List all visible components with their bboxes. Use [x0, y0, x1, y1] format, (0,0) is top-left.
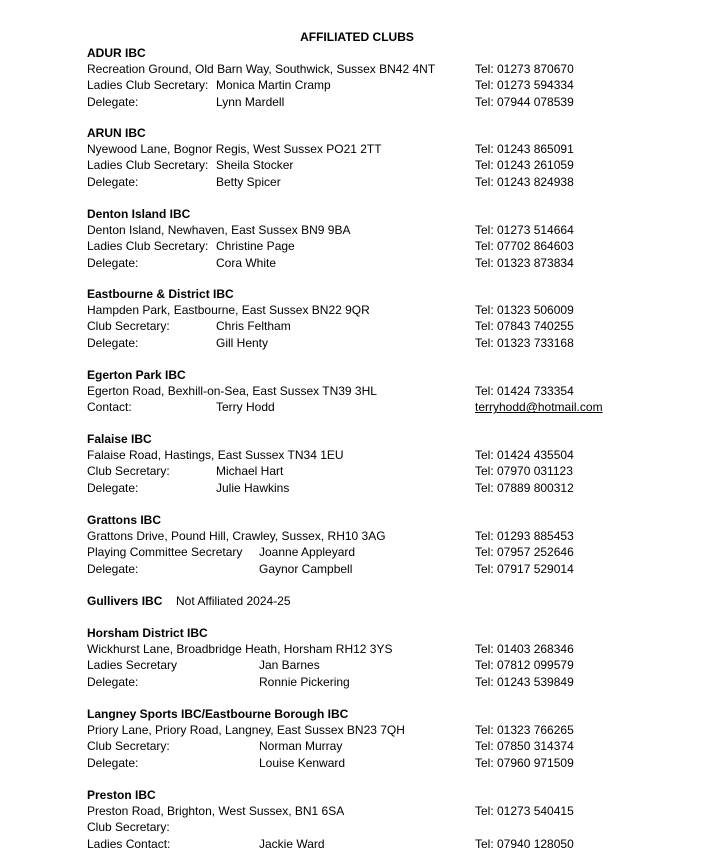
club-phone: Tel: 01323 766265: [475, 723, 574, 738]
contact-person: Joanne Appleyard: [259, 545, 356, 560]
contact-person: Ronnie Pickering: [259, 674, 350, 689]
contact-role: Club Secretary:: [87, 319, 170, 334]
club-phone: Tel: 01424 733354: [475, 384, 574, 399]
club-name: Preston IBC: [87, 788, 156, 802]
contact-phone: Tel: 01243 539849: [475, 674, 574, 689]
club-name: Eastbourne & District IBC: [87, 287, 234, 301]
club-entry: [87, 787, 707, 852]
contact-role: Delegate:: [87, 755, 139, 770]
club-name: Grattons IBC: [87, 513, 162, 527]
contact-role: Ladies Club Secretary:: [87, 78, 209, 93]
contact-phone: Tel: 07702 864603: [475, 239, 574, 254]
club-entry: [87, 593, 707, 609]
club-name: Falaise IBC: [87, 432, 152, 446]
contact-person: Sheila Stocker: [216, 158, 294, 173]
contact-person: Christine Page: [216, 239, 295, 254]
contact-role: Delegate:: [87, 335, 139, 350]
club-name: ADUR IBC: [87, 46, 146, 60]
club-entry: [87, 625, 707, 690]
contact-person: Norman Murray: [259, 739, 343, 754]
club-phone: Tel: 01403 268346: [475, 642, 574, 657]
club-phone: Tel: 01273 870670: [475, 62, 574, 77]
club-address: Preston Road, Brighton, West Sussex, BN1 6SA: [87, 804, 345, 819]
club-address: Falaise Road, Hastings, East Sussex TN34 1EU: [87, 448, 344, 463]
contact-person: Gaynor Campbell: [259, 561, 353, 576]
club-address: Wickhurst Lane, Broadbridge Heath, Horsham RH12 3YS: [87, 642, 393, 657]
contact-person: Gill Henty: [216, 335, 269, 350]
club-address: Hampden Park, Eastbourne, East Sussex BN22 9QR: [87, 303, 370, 318]
club-name: Langney Sports IBC/Eastbourne Borough IBC: [87, 707, 349, 721]
club-entry: [87, 512, 707, 577]
contact-phone: Tel: 07944 078539: [475, 94, 574, 109]
club-address: Nyewood Lane, Bognor Regis, West Sussex PO21 2TT: [87, 142, 382, 157]
contact-phone: Tel: 07843 740255: [475, 319, 574, 334]
club-entry: [87, 367, 707, 416]
contact-role: Ladies Club Secretary:: [87, 239, 209, 254]
club-entry: [87, 706, 707, 771]
club-address: Recreation Ground, Old Barn Way, Southwick, Sussex BN42 4NT: [87, 62, 436, 77]
contact-role: Delegate:: [87, 255, 139, 270]
club-entry: [87, 286, 707, 351]
contact-phone: Tel: 07917 529014: [475, 561, 574, 576]
contact-phone: Tel: 01323 873834: [475, 255, 574, 270]
contact-phone: Tel: 07889 800312: [475, 480, 574, 495]
contact-role: Ladies Contact:: [87, 836, 171, 851]
contact-role: Playing Committee Secretary: [87, 545, 243, 560]
contact-person: Michael Hart: [216, 464, 284, 479]
contact-role: Delegate:: [87, 94, 139, 109]
club-name: Egerton Park IBC: [87, 368, 186, 382]
contact-person: Jan Barnes: [259, 658, 320, 673]
club-phone: Tel: 01323 506009: [475, 303, 574, 318]
club-phone: Tel: 01424 435504: [475, 448, 574, 463]
contact-phone: Tel: 07957 252646: [475, 545, 574, 560]
contact-person: Cora White: [216, 255, 277, 270]
contact-phone: Tel: 07940 128050: [475, 836, 574, 851]
contact-person: Julie Hawkins: [216, 480, 290, 495]
club-entry: [87, 431, 707, 496]
club-phone: Tel: 01273 540415: [475, 804, 574, 819]
club-address: Egerton Road, Bexhill-on-Sea, East Sussex TN39 3HL: [87, 384, 377, 399]
contact-role: Club Secretary:: [87, 464, 170, 479]
club-phone: Tel: 01243 865091: [475, 142, 574, 157]
club-phone: Tel: 01273 514664: [475, 223, 574, 238]
club-address: Priory Lane, Priory Road, Langney, East Sussex BN23 7QH: [87, 723, 405, 738]
contact-role: Delegate:: [87, 480, 139, 495]
club-address: Grattons Drive, Pound Hill, Crawley, Sussex, RH10 3AG: [87, 529, 386, 544]
contact-person: Terry Hodd: [216, 400, 275, 415]
contact-phone: Tel: 01273 594334: [475, 78, 574, 93]
club-name: Denton Island IBC: [87, 207, 191, 221]
contact-role: Club Secretary:: [87, 739, 170, 754]
affiliation-note: Not Affiliated 2024-25: [176, 594, 291, 608]
contact-phone: Tel: 01323 733168: [475, 335, 574, 350]
contact-role: Ladies Secretary: [87, 658, 178, 673]
contact-person: Chris Feltham: [216, 319, 291, 334]
contact-phone: Tel: 07850 314374: [475, 739, 574, 754]
contact-phone: Tel: 07970 031123: [475, 464, 573, 479]
club-name: Gullivers IBC: [87, 594, 163, 608]
club-phone: Tel: 01293 885453: [475, 529, 574, 544]
contact-role: Ladies Club Secretary:: [87, 158, 209, 173]
club-name: Horsham District IBC: [87, 626, 208, 640]
page-title: AFFILIATED CLUBS: [300, 30, 414, 44]
contact-role: Delegate:: [87, 561, 139, 576]
contact-phone: Tel: 01243 824938: [475, 174, 574, 189]
club-entry: [87, 45, 707, 110]
contact-phone: Tel: 07960 971509: [475, 755, 574, 770]
contact-phone: Tel: 07812 099579: [475, 658, 574, 673]
contact-phone: Tel: 01243 261059: [475, 158, 574, 173]
club-name: ARUN IBC: [87, 126, 146, 140]
contact-person: Betty Spicer: [216, 174, 281, 189]
contact-role: Delegate:: [87, 174, 139, 189]
contact-person: Jackie Ward: [259, 836, 325, 851]
club-entry: [87, 206, 707, 271]
contact-role: Club Secretary:: [87, 820, 170, 835]
contact-person: Lynn Mardell: [216, 94, 285, 109]
club-entry: [87, 125, 707, 190]
club-address: Denton Island, Newhaven, East Sussex BN9 9BA: [87, 223, 351, 238]
contact-role: Delegate:: [87, 674, 139, 689]
contact-role: Contact:: [87, 400, 132, 415]
contact-person: Louise Kenward: [259, 755, 346, 770]
contact-person: Monica Martin Cramp: [216, 78, 331, 93]
contact-email-link[interactable]: terryhodd@hotmail.com: [475, 400, 603, 415]
